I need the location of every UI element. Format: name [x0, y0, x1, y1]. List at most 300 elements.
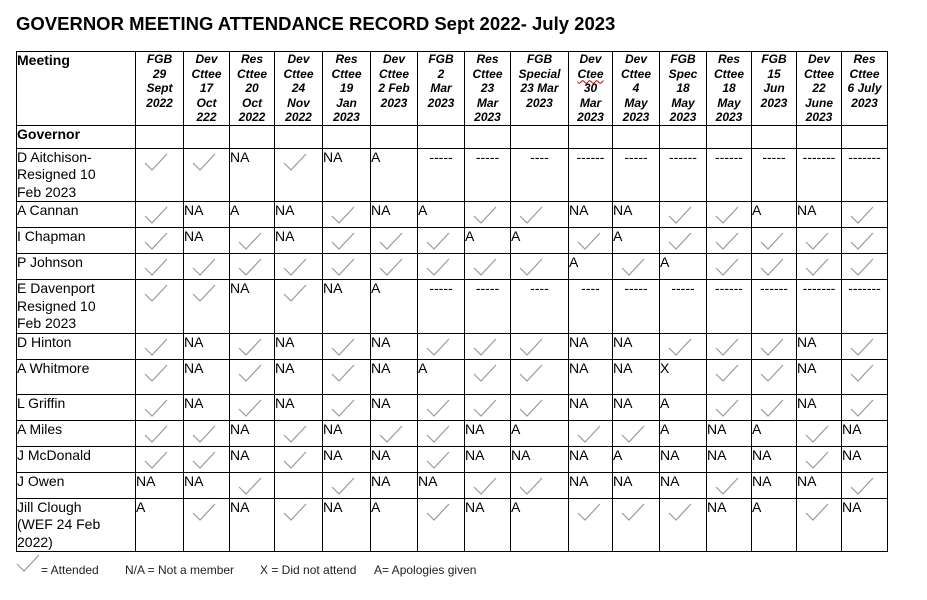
meeting-header — [230, 52, 275, 126]
tick-icon — [426, 425, 450, 443]
tick-icon — [144, 364, 168, 382]
attended-cell — [184, 446, 230, 472]
tick-icon — [331, 477, 355, 495]
status-cell: NA — [323, 280, 371, 334]
meeting-header-line: Nov — [287, 95, 310, 110]
governor-header-cell — [323, 125, 371, 148]
attended-cell — [418, 254, 465, 280]
meeting-header-line: 18 — [676, 81, 690, 95]
attended-cell — [418, 446, 465, 472]
status-cell: NA — [418, 472, 465, 498]
meeting-header-line: 2023 — [805, 110, 833, 124]
governor-name — [17, 228, 136, 254]
meeting-header — [323, 52, 371, 126]
status-cell: NA — [371, 202, 418, 228]
attended-cell — [707, 472, 752, 498]
status-cell: NA — [511, 446, 569, 472]
tick-icon — [426, 503, 450, 521]
meeting-header-line: Dev — [807, 52, 830, 66]
tick-icon — [715, 477, 739, 495]
tick-icon — [473, 258, 497, 276]
attended-cell — [465, 202, 511, 228]
status-cell: NA — [136, 472, 184, 498]
status-cell: A — [752, 420, 797, 446]
meeting-header-line: Mar — [430, 81, 452, 95]
tick-icon — [144, 284, 168, 302]
status-cell: NA — [613, 359, 660, 394]
attended-cell — [707, 333, 752, 359]
meeting-header-line: 29 — [152, 66, 167, 81]
status-cell: NA — [797, 394, 842, 420]
attended-cell — [465, 254, 511, 280]
meeting-header-line: 2023 — [577, 110, 604, 124]
tick-icon — [192, 451, 216, 469]
meeting-header — [275, 52, 323, 126]
meeting-header-line: Res — [335, 52, 358, 66]
meeting-header — [136, 52, 184, 126]
tick-icon — [715, 232, 739, 250]
meeting-header-line: Dev — [624, 52, 647, 66]
tick-icon — [621, 503, 645, 521]
status-cell: NA — [569, 472, 613, 498]
meeting-header-line: Spec — [668, 66, 698, 81]
tick-icon — [144, 338, 168, 356]
status-cell: NA — [184, 228, 230, 254]
tick-icon — [850, 399, 874, 417]
status-cell: NA — [797, 472, 842, 498]
governor-name — [17, 394, 136, 420]
attended-cell — [465, 333, 511, 359]
tick-icon — [144, 232, 168, 250]
tick-icon — [283, 284, 307, 302]
governor-name — [17, 498, 136, 552]
tick-icon — [283, 451, 307, 469]
status-cell: A — [511, 420, 569, 446]
tick-icon — [668, 503, 692, 521]
status-cell: ------ — [752, 280, 797, 334]
governor-header-cell — [371, 125, 418, 148]
meeting-header-line: Jan — [336, 95, 357, 110]
meeting-header-line: Mar — [476, 95, 499, 110]
tick-icon — [426, 232, 450, 250]
attended-cell — [511, 202, 569, 228]
tick-icon — [850, 206, 874, 224]
status-cell: NA — [613, 472, 660, 498]
attended-cell — [842, 202, 888, 228]
tick-icon — [577, 232, 601, 250]
meeting-header-line: FGB — [526, 52, 553, 66]
meeting-header-line: Dev — [287, 52, 310, 66]
status-cell: NA — [842, 420, 888, 446]
status-cell: ------ — [569, 148, 613, 202]
status-cell: ---- — [511, 148, 569, 202]
tick-icon — [283, 153, 307, 171]
tick-icon — [144, 399, 168, 417]
status-cell: NA — [230, 498, 275, 552]
tick-icon — [715, 364, 739, 382]
governor-header-row — [17, 125, 888, 148]
meeting-header-line: 23 Mar — [520, 81, 559, 95]
governor-header-cell — [418, 125, 465, 148]
table-row — [17, 394, 888, 420]
governor-name-line: A Miles — [17, 420, 63, 437]
attended-cell — [569, 498, 613, 552]
tick-icon — [426, 451, 450, 469]
meeting-header — [465, 52, 511, 126]
tick-icon — [519, 364, 543, 382]
status-cell: NA — [230, 420, 275, 446]
status-cell: NA — [371, 394, 418, 420]
attended-cell — [275, 280, 323, 334]
meeting-header-line: Cttee — [191, 66, 222, 81]
attended-cell — [752, 254, 797, 280]
status-cell: NA — [323, 420, 371, 446]
attended-cell — [184, 148, 230, 202]
status-cell: ------- — [842, 148, 888, 202]
status-cell: A — [752, 498, 797, 552]
meeting-header-row — [17, 52, 888, 126]
meeting-label: Meeting — [17, 52, 136, 126]
meeting-header-line: 2023 — [380, 95, 408, 110]
governor-header-cell — [660, 125, 707, 148]
attended-cell — [136, 446, 184, 472]
meeting-header-line: 18 — [722, 81, 736, 95]
table-row — [17, 202, 888, 228]
status-cell: NA — [275, 202, 323, 228]
attended-cell — [797, 446, 842, 472]
attended-cell — [418, 228, 465, 254]
meeting-header-line: 17 — [199, 81, 214, 95]
attended-cell — [418, 498, 465, 552]
status-cell: ------- — [842, 280, 888, 334]
status-cell: A — [613, 228, 660, 254]
meeting-header-line: Cttee — [803, 66, 834, 81]
status-cell: NA — [371, 446, 418, 472]
tick-icon — [760, 364, 784, 382]
status-cell: ---- — [569, 280, 613, 334]
governor-name-line: Feb 2023 — [17, 183, 77, 200]
status-cell: ----- — [613, 148, 660, 202]
status-cell: ----- — [418, 148, 465, 202]
tick-icon — [577, 503, 601, 521]
status-cell: ----- — [752, 148, 797, 202]
tick-icon — [519, 477, 543, 495]
meeting-header-line: June — [804, 95, 833, 110]
tick-icon — [331, 232, 355, 250]
status-cell: NA — [184, 472, 230, 498]
tick-icon — [621, 425, 645, 443]
meeting-header-line: 2 Feb — [378, 81, 410, 95]
attended-cell — [613, 254, 660, 280]
table-row — [17, 472, 888, 498]
status-cell: NA — [275, 394, 323, 420]
legend-not-attend: X = Did not attend — [260, 563, 357, 577]
tick-icon — [192, 258, 216, 276]
meeting-header-line: FGB — [428, 52, 454, 66]
attended-cell — [230, 254, 275, 280]
meeting-header-line: 2023 — [715, 110, 743, 124]
governor-name-line: A Whitmore — [17, 359, 90, 376]
meeting-header-line: Dev — [579, 52, 602, 66]
status-cell: ----- — [660, 280, 707, 334]
governor-name-line: Jill Clough — [17, 498, 82, 515]
status-cell: A — [660, 394, 707, 420]
status-cell: A — [660, 254, 707, 280]
attended-cell — [842, 254, 888, 280]
meeting-header-line: 15 — [767, 66, 781, 81]
tick-icon — [850, 364, 874, 382]
legend-apologies: A= Apologies given — [374, 563, 477, 577]
status-cell: A — [371, 498, 418, 552]
table-body — [17, 148, 888, 552]
status-cell: NA — [842, 446, 888, 472]
status-cell: NA — [371, 359, 418, 394]
tick-icon — [621, 258, 645, 276]
meeting-header-line: 22 — [812, 81, 826, 95]
governor-header-cell — [136, 125, 184, 148]
tick-icon — [805, 232, 829, 250]
attended-cell — [707, 254, 752, 280]
meeting-header-line: 2022 — [285, 110, 312, 124]
attended-cell — [511, 333, 569, 359]
attended-cell — [613, 420, 660, 446]
governor-name — [17, 148, 136, 202]
status-cell: ------ — [660, 148, 707, 202]
meeting-header-line: 23 — [480, 81, 495, 95]
meeting-header-line: FGB — [146, 52, 173, 66]
attended-cell — [230, 472, 275, 498]
tick-icon — [805, 258, 829, 276]
meeting-header-line: 222 — [196, 110, 217, 124]
meeting-header-line: 4 — [632, 81, 640, 95]
attended-cell — [842, 228, 888, 254]
attended-cell — [797, 498, 842, 552]
governor-header-cell — [707, 125, 752, 148]
governor-header-cell — [465, 125, 511, 148]
meeting-header — [797, 52, 842, 126]
status-cell: A — [418, 359, 465, 394]
meeting-header-line: Dev — [382, 52, 405, 66]
attended-cell — [707, 202, 752, 228]
meeting-header-line: 2023 — [622, 110, 650, 124]
status-cell: NA — [569, 202, 613, 228]
status-cell: A — [371, 280, 418, 334]
meeting-header-line: 2023 — [851, 95, 878, 110]
governor-header-cell — [275, 125, 323, 148]
attended-cell — [511, 359, 569, 394]
tick-icon — [379, 232, 403, 250]
page-title: GOVERNOR MEETING ATTENDANCE RECORD Sept 2022- July 2023 — [16, 13, 616, 34]
status-cell: NA — [184, 394, 230, 420]
status-cell: NA — [569, 446, 613, 472]
tick-icon — [519, 338, 543, 356]
tick-icon — [760, 399, 784, 417]
tick-icon — [144, 258, 168, 276]
attended-cell — [842, 359, 888, 394]
attended-cell — [275, 498, 323, 552]
attended-cell — [275, 254, 323, 280]
meeting-header-line: Dev — [195, 52, 218, 66]
tick-icon — [473, 364, 497, 382]
table-row — [17, 228, 888, 254]
tick-icon — [473, 338, 497, 356]
status-cell: NA — [569, 359, 613, 394]
meeting-header-line: May — [624, 95, 648, 110]
status-cell: NA — [323, 148, 371, 202]
meeting-header-line: FGB — [670, 52, 696, 66]
meeting-header-line: 2 — [437, 66, 445, 81]
attended-cell — [707, 228, 752, 254]
meeting-header — [371, 52, 418, 126]
meeting-header-line: 6 July — [847, 81, 882, 95]
tick-icon — [16, 554, 40, 572]
tick-icon — [192, 284, 216, 302]
table-row — [17, 148, 888, 202]
tick-icon — [144, 425, 168, 443]
meeting-header-line: Cttee — [849, 66, 880, 81]
meeting-header-line: Special — [518, 66, 561, 81]
meeting-header-line: 2023 — [760, 95, 788, 110]
attended-cell — [465, 359, 511, 394]
attended-cell — [511, 254, 569, 280]
attended-cell — [136, 148, 184, 202]
governor-name-line: J McDonald — [17, 446, 91, 463]
status-cell: NA — [275, 359, 323, 394]
meeting-header-line: Res — [853, 52, 876, 66]
tick-icon — [144, 206, 168, 224]
status-cell: ----- — [465, 148, 511, 202]
tick-icon — [238, 477, 262, 495]
status-cell: NA — [371, 333, 418, 359]
attended-cell — [511, 472, 569, 498]
status-cell: NA — [569, 333, 613, 359]
status-cell: A — [569, 254, 613, 280]
governor-name-line: Resigned 10 — [17, 166, 96, 182]
status-cell: NA — [275, 228, 323, 254]
meeting-header-line: 2023 — [669, 110, 697, 124]
status-cell: A — [371, 148, 418, 202]
governor-name-line: J Owen — [17, 472, 65, 489]
status-cell: NA — [707, 420, 752, 446]
attended-cell — [184, 280, 230, 334]
status-cell: ----- — [465, 280, 511, 334]
attended-cell — [136, 228, 184, 254]
legend-attended: = Attended — [41, 563, 99, 577]
tick-icon — [426, 399, 450, 417]
status-cell: NA — [797, 333, 842, 359]
meeting-header — [511, 52, 569, 126]
meeting-header-line: Mar — [579, 95, 602, 110]
governor-name — [17, 254, 136, 280]
tick-icon — [850, 477, 874, 495]
tick-icon — [238, 232, 262, 250]
meeting-header-line: 19 — [339, 81, 354, 95]
tick-icon — [519, 399, 543, 417]
meeting-header-line: Res — [476, 52, 499, 66]
tick-icon — [426, 338, 450, 356]
governor-label: Governor — [17, 125, 136, 148]
attended-cell — [797, 228, 842, 254]
meeting-header — [418, 52, 465, 126]
tick-icon — [331, 399, 355, 417]
tick-icon — [760, 338, 784, 356]
attended-cell — [511, 394, 569, 420]
tick-icon — [473, 477, 497, 495]
attended-cell — [136, 333, 184, 359]
status-cell: ------- — [797, 280, 842, 334]
status-cell: NA — [184, 333, 230, 359]
meeting-header-line: 2022 — [238, 110, 266, 124]
meeting-header — [842, 52, 888, 126]
attended-cell — [136, 254, 184, 280]
attended-cell — [323, 394, 371, 420]
attended-cell — [323, 254, 371, 280]
tick-icon — [379, 258, 403, 276]
attended-cell — [752, 394, 797, 420]
tick-icon — [473, 399, 497, 417]
governor-name-line: Resigned 10 — [17, 297, 96, 314]
status-cell: ------- — [797, 148, 842, 202]
governor-header-cell — [613, 125, 660, 148]
attended-cell — [136, 359, 184, 394]
tick-icon — [715, 258, 739, 276]
attended-cell — [184, 420, 230, 446]
status-cell: NA — [323, 498, 371, 552]
table-row — [17, 280, 888, 334]
meeting-header — [613, 52, 660, 126]
governor-name-line: L Griffin — [17, 394, 66, 411]
meeting-header-line: May — [671, 95, 695, 110]
tick-icon — [668, 338, 692, 356]
governor-name — [17, 359, 136, 394]
tick-icon — [238, 399, 262, 417]
tick-icon — [238, 338, 262, 356]
meeting-header-line: May — [717, 95, 741, 110]
tick-icon — [519, 258, 543, 276]
status-cell: NA — [752, 446, 797, 472]
governor-name — [17, 202, 136, 228]
status-cell: NA — [842, 498, 888, 552]
attended-cell — [323, 202, 371, 228]
status-cell: NA — [184, 359, 230, 394]
tick-icon — [144, 451, 168, 469]
attended-cell — [465, 394, 511, 420]
attended-cell — [660, 498, 707, 552]
meeting-header-line: Cttee — [378, 66, 409, 81]
attended-cell — [569, 228, 613, 254]
status-cell: NA — [613, 394, 660, 420]
status-cell: A — [752, 202, 797, 228]
meeting-header-line: Cttee — [283, 66, 314, 81]
status-cell: A — [418, 202, 465, 228]
meeting-header — [752, 52, 797, 126]
governor-name-line: P Johnson — [17, 254, 83, 270]
attendance-table — [16, 51, 888, 552]
attended-cell — [136, 202, 184, 228]
tick-icon — [426, 258, 450, 276]
meeting-header-line: Ctee — [577, 66, 604, 81]
tick-icon — [715, 338, 739, 356]
status-cell: NA — [797, 359, 842, 394]
tick-icon — [238, 258, 262, 276]
status-cell: A — [136, 498, 184, 552]
governor-name-line: D Hinton — [17, 333, 72, 350]
attended-cell — [136, 394, 184, 420]
status-cell: NA — [707, 446, 752, 472]
table-row — [17, 254, 888, 280]
attended-cell — [275, 446, 323, 472]
attended-cell — [465, 472, 511, 498]
